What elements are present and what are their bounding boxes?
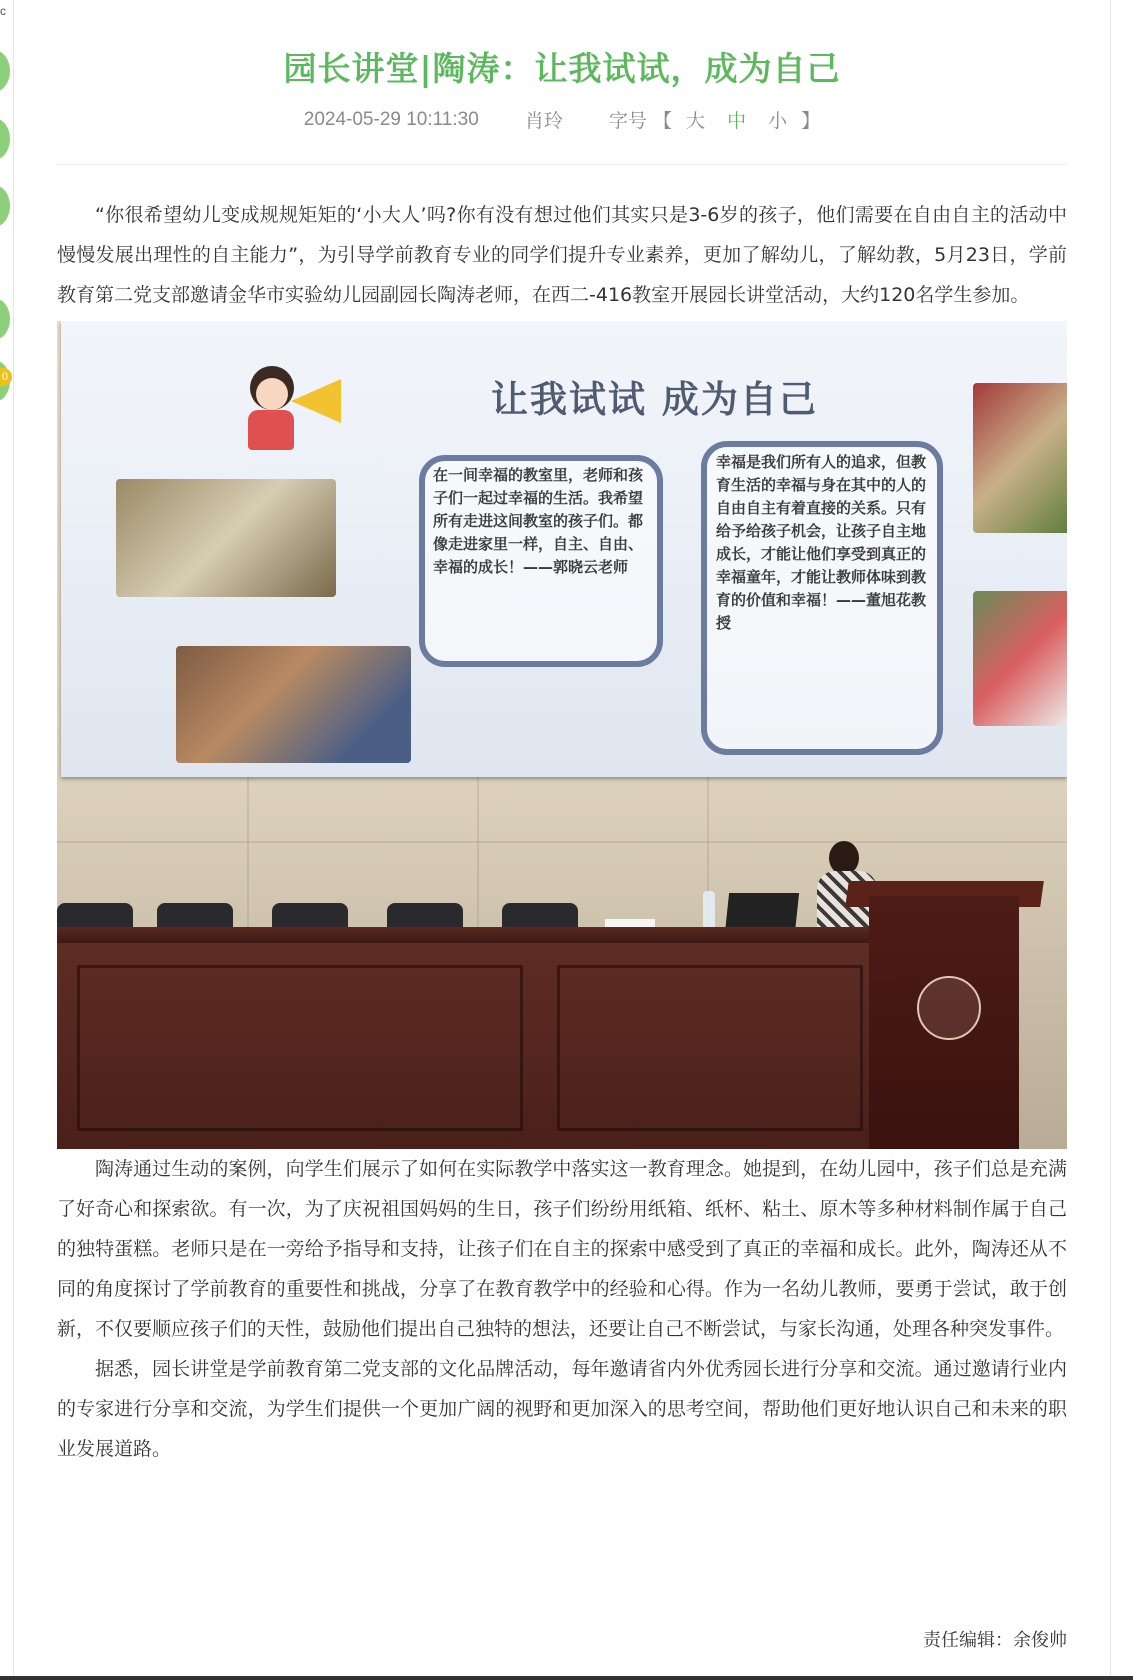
water-bottle: [703, 891, 715, 929]
font-size-small-button[interactable]: 小: [768, 110, 788, 132]
slide-quote-2: 幸福是我们所有人的追求，但教育生活的幸福与身在其中的人的自由自主有着直接的关系。只有给予给孩子机会，让孩子自主地成长，才能让他们享受到真正的幸福童年，才能让教师体味到教育的价值和幸福！——董旭花教授: [716, 453, 927, 632]
floating-tool-button[interactable]: [0, 185, 10, 227]
left-floating-strip: [0, 0, 14, 1680]
slide-photo: [973, 591, 1067, 726]
page-bottom-border: [0, 1676, 1133, 1680]
article: [57, 0, 1067, 1469]
font-size-large-button[interactable]: 大: [686, 110, 706, 132]
megaphone-icon: [291, 379, 341, 423]
slide-photo: [116, 479, 336, 597]
meta-divider: [57, 164, 1067, 165]
slide-photo: [973, 383, 1067, 533]
slide-photo: [176, 646, 411, 763]
responsible-editor: 责任编辑：余俊帅: [923, 1630, 1067, 1651]
slide-title: 让我试试 成为自己: [491, 378, 818, 421]
university-logo-icon: [917, 976, 981, 1040]
font-size-bracket-open: 【: [652, 110, 672, 132]
floating-tool-button[interactable]: [0, 298, 10, 340]
floating-tool-button[interactable]: [0, 50, 10, 92]
author-name: 肖玲: [524, 110, 563, 132]
article-meta: [57, 106, 1067, 132]
article-paragraph: 据悉，园长讲堂是学前教育第二党支部的文化品牌活动，每年邀请省内外优秀园长进行分享和交流。通过邀请行业内的专家进行分享和交流，为学生们提供一个更加广阔的视野和更加深入的思考空间，帮助他们更好地认识自己和未来的职业发展道路。: [57, 1358, 1067, 1460]
font-size-bracket-close: 】: [801, 110, 821, 132]
projection-screen: [61, 321, 1067, 777]
page-right-border: [1110, 0, 1111, 1680]
article-paragraph: “你很希望幼儿变成规规矩矩的‘小大人’吗?你有没有想过他们其实只是3-6岁的孩子，他们需要在自由自主的活动中慢慢发展出理性的自主能力”，为引导学前教育专业的同学们提升专业素养，更加了解幼儿，了解幼教，5月23日，学前教育第二党支部邀请金华市实验幼儿园副园长陶涛老师，在西二-416教室开展园长讲堂活动，大约120名学生参加。: [57, 204, 1067, 306]
publish-date: 2024-05-29 10:11:30: [303, 108, 479, 130]
floating-tool-button[interactable]: [0, 118, 10, 160]
edge-text: c: [0, 4, 6, 18]
article-title: 园长讲堂|陶涛：让我试试，成为自己: [283, 49, 841, 88]
conference-table: [57, 943, 897, 1149]
notification-badge: 0: [0, 368, 12, 386]
font-size-medium-button[interactable]: 中: [727, 110, 747, 132]
font-size-label: 字号: [608, 110, 647, 132]
article-photo: [57, 321, 1067, 1149]
article-paragraph: 陶涛通过生动的案例，向学生们展示了如何在实际教学中落实这一教育理念。她提到，在幼儿园中，孩子们总是充满了好奇心和探索欲。有一次，为了庆祝祖国妈妈的生日，孩子们纷纷用纸箱、纸杯、粘土、原木等多种材料制作属于自己的独特蛋糕。老师只是在一旁给予指导和支持，让孩子们在自主的探索中感受到了真正的幸福和成长。此外，陶涛还从不同的角度探讨了学前教育的重要性和挑战，分享了在教育教学中的经验和心得。作为一名幼儿教师，要勇于尝试，敢于创新，不仅要顺应孩子们的天性，鼓励他们提出自己独特的想法，还要让自己不断尝试，与家长沟通，处理各种突发事件。: [57, 1158, 1067, 1340]
slide-quote-1: 在一间幸福的教室里，老师和孩子们一起过幸福的生活。我希望所有走进这间教室的孩子们。都像走进家里一样，自主、自由、幸福的成长！——郭晓云老师: [433, 466, 644, 576]
